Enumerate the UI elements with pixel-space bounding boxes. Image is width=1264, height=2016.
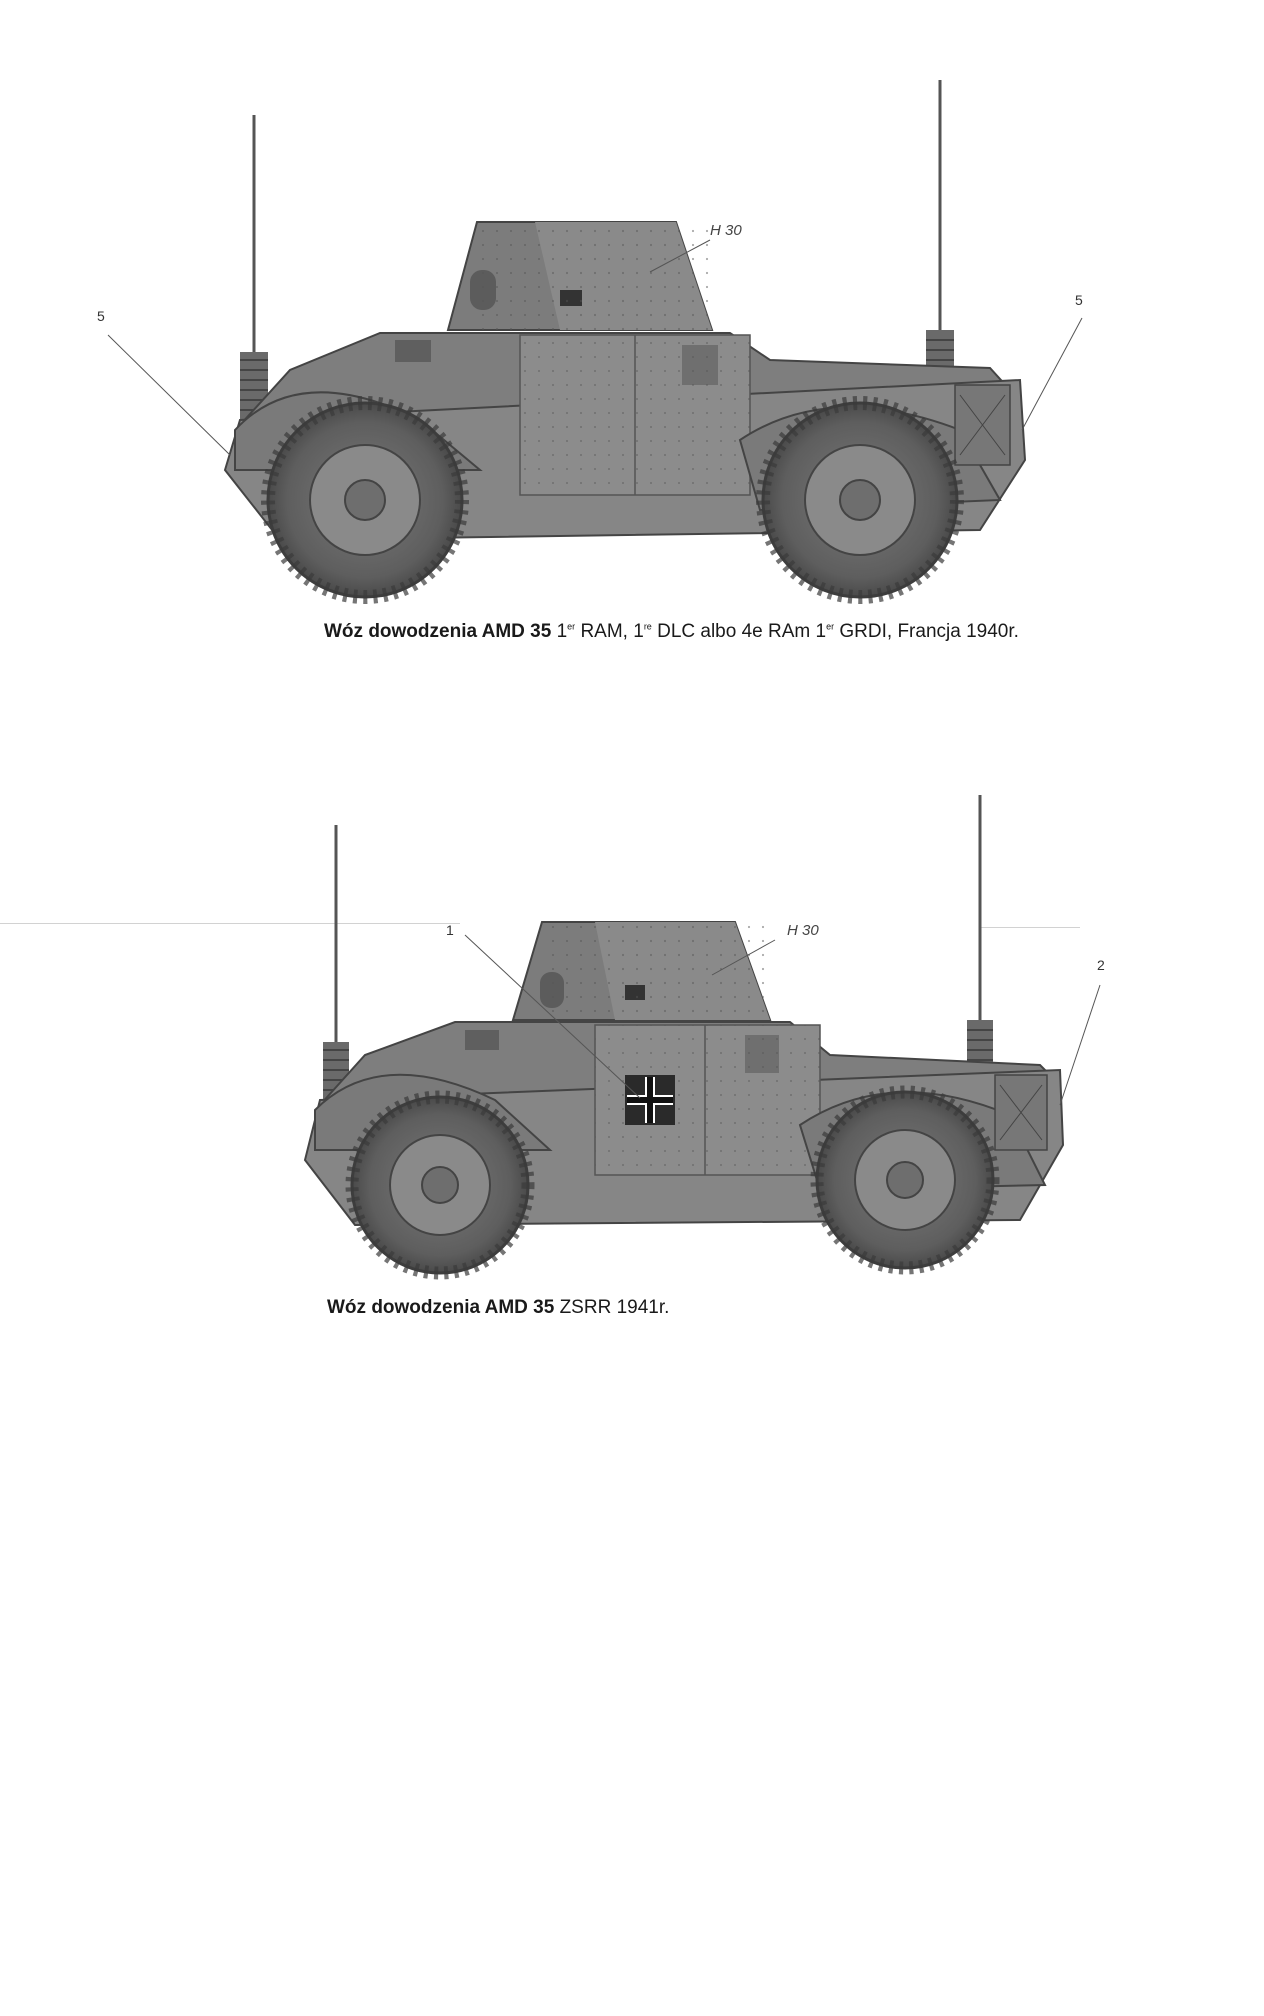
- unit1-num: 1: [556, 621, 568, 642]
- vehicle-plate-2: [0, 780, 1264, 1300]
- caption-plate-2: [327, 1297, 669, 1319]
- cross-insignia: [625, 1075, 675, 1125]
- vehicle-plate-1: [0, 0, 1264, 680]
- unit2-num: 1: [633, 621, 644, 642]
- callout-code-1: H 30: [710, 222, 742, 239]
- caption-bold-1: Wóz dowodzenia AMD 35: [324, 621, 552, 642]
- callout-left-1: 5: [97, 308, 105, 324]
- unit1: RAM,: [580, 621, 628, 642]
- callout-code-2: H 30: [787, 922, 819, 939]
- unit1-sup: er: [567, 621, 576, 632]
- unit3: GRDI, Francja 1940r.: [839, 621, 1019, 642]
- unit3-sup: er: [826, 621, 835, 632]
- callout-right-2: 2: [1097, 957, 1105, 973]
- callout-right-1: 5: [1075, 292, 1083, 308]
- armored-car-illustration-2: [0, 780, 1264, 1300]
- unit2-sup: re: [643, 621, 652, 632]
- caption-plate-1: [324, 621, 1019, 643]
- caption-rest-2: ZSRR 1941r.: [559, 1297, 670, 1318]
- unit3-num: 1: [815, 621, 827, 642]
- caption-bold-2: Wóz dowodzenia AMD 35: [327, 1297, 555, 1318]
- unit2: DLC albo 4e RAm: [657, 621, 811, 642]
- callout-insignia-2: 1: [446, 922, 454, 938]
- armored-car-illustration-1: [0, 0, 1264, 680]
